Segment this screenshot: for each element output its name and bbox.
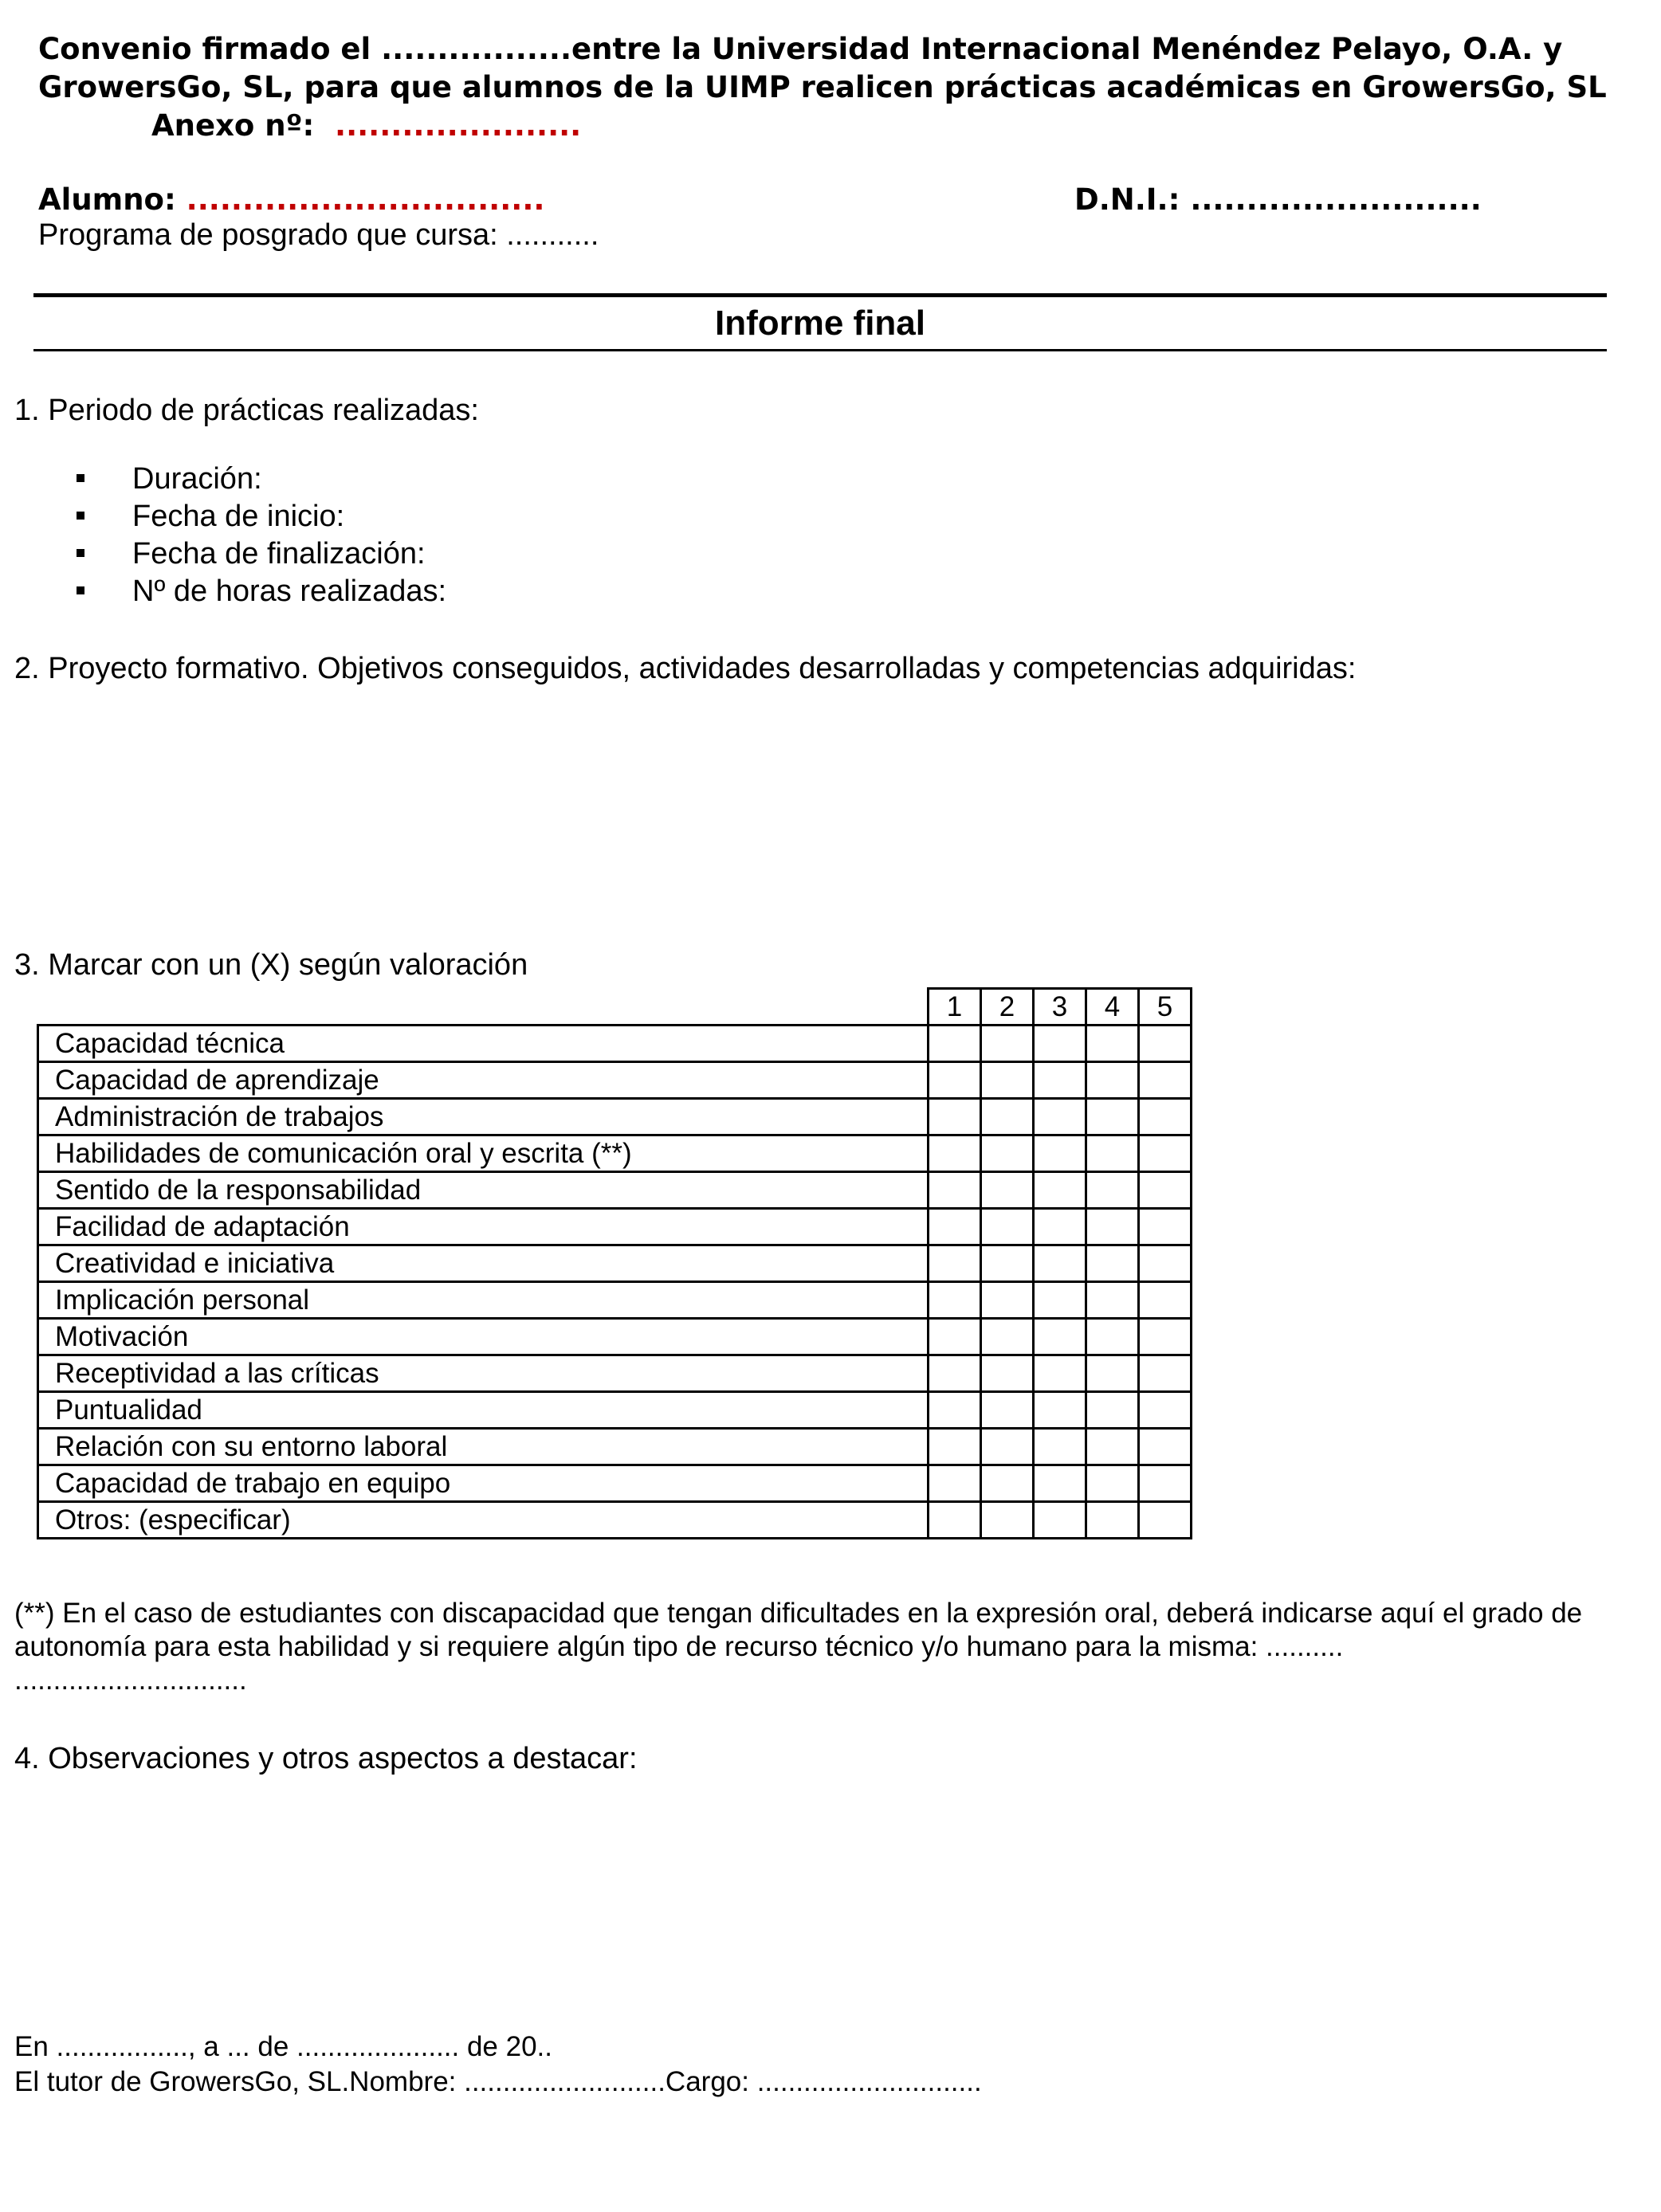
agreement-line-2: GrowersGo, SL, para que alumnos de la UIMP realicen prácticas académicas en GrowersGo, SL [38,70,1607,104]
table-row [38,1209,1192,1245]
criterion-label: Creatividad e iniciativa [38,1245,929,1282]
criterion-label: Administración de trabajos [38,1099,929,1135]
rating-checkbox-3[interactable] [1034,1135,1086,1172]
page-title: Informe final [714,304,926,343]
list-item: Fecha de finalización: [77,535,446,573]
student-label: Alumno: [38,182,176,217]
rating-checkbox-2[interactable] [981,1282,1034,1319]
annex-number-blank[interactable]: ...................... [335,108,582,143]
annex-line [151,107,581,145]
table-row [38,1429,1192,1465]
rating-checkbox-2[interactable] [981,1319,1034,1355]
bullet-icon [77,549,84,557]
rating-checkbox-5[interactable] [1139,1026,1192,1062]
criterion-label: Otros: (especificar) [38,1502,929,1539]
criterion-label: Puntualidad [38,1392,929,1429]
dni-line [1074,181,1482,219]
rating-checkbox-4[interactable] [1086,1355,1139,1392]
table-row [38,1026,1192,1062]
table-row [38,1392,1192,1429]
criterion-label: Sentido de la responsabilidad [38,1172,929,1209]
rating-checkbox-2[interactable] [981,1026,1034,1062]
rating-checkbox-2[interactable] [981,1062,1034,1099]
rating-checkbox-5[interactable] [1139,1135,1192,1172]
table-row [38,1135,1192,1172]
table-row [38,1502,1192,1539]
rating-checkbox-4[interactable] [1086,1319,1139,1355]
rating-checkbox-1[interactable] [929,1429,981,1465]
section-3-heading: 3. Marcar con un (X) según valoración [14,948,528,982]
rating-table [37,987,1192,1539]
rating-checkbox-3[interactable] [1034,1355,1086,1392]
rating-checkbox-5[interactable] [1139,1502,1192,1539]
table-row [38,1099,1192,1135]
criterion-label: Capacidad de aprendizaje [38,1062,929,1099]
rating-checkbox-3[interactable] [1034,1209,1086,1245]
rating-checkbox-2[interactable] [981,1135,1034,1172]
rating-checkbox-4[interactable] [1086,1245,1139,1282]
rating-checkbox-4[interactable] [1086,1429,1139,1465]
title-bottom-rule [33,349,1607,351]
rating-checkbox-5[interactable] [1139,1062,1192,1099]
rating-checkbox-5[interactable] [1139,1282,1192,1319]
rating-checkbox-3[interactable] [1034,1282,1086,1319]
rating-checkbox-2[interactable] [981,1429,1034,1465]
section-2-heading: 2. Proyecto formativo. Objetivos conseguidos, actividades desarrolladas y competencias adquiridas: [14,652,1357,685]
section-1-heading: 1. Periodo de prácticas realizadas: [14,394,479,427]
bullet-icon [77,512,84,520]
scale-2: 2 [981,989,1034,1026]
rating-checkbox-4[interactable] [1086,1026,1139,1062]
rating-checkbox-5[interactable] [1139,1355,1192,1392]
table-row [38,1245,1192,1282]
rating-checkbox-1[interactable] [929,1355,981,1392]
bullet-icon [77,474,84,482]
rating-checkbox-5[interactable] [1139,1319,1192,1355]
rating-checkbox-3[interactable] [1034,1429,1086,1465]
rating-checkbox-4[interactable] [1086,1465,1139,1502]
rating-checkbox-4[interactable] [1086,1282,1139,1319]
dni-blank[interactable]: .......................... [1190,182,1482,217]
rating-checkbox-5[interactable] [1139,1172,1192,1209]
list-item: Duración: [77,461,446,498]
rating-checkbox-5[interactable] [1139,1099,1192,1135]
rating-checkbox-3[interactable] [1034,1392,1086,1429]
section-4-heading: 4. Observaciones y otros aspectos a destacar: [14,1742,638,1775]
table-row [38,1355,1192,1392]
table-row [38,1282,1192,1319]
table-row [38,1319,1192,1355]
scale-3: 3 [1034,989,1086,1026]
program-label: Programa de posgrado que cursa: [38,218,498,252]
criterion-label: Receptividad a las críticas [38,1355,929,1392]
rating-checkbox-4[interactable] [1086,1502,1139,1539]
agreement-date-blank[interactable]: ................. [381,32,572,66]
bullet-icon [77,586,84,594]
criterion-label: Implicación personal [38,1282,929,1319]
rating-checkbox-2[interactable] [981,1172,1034,1209]
rating-checkbox-4[interactable] [1086,1172,1139,1209]
dni-label: D.N.I.: [1074,182,1180,217]
rating-checkbox-1[interactable] [929,1319,981,1355]
rating-checkbox-5[interactable] [1139,1245,1192,1282]
agreement-prefix: Convenio firmado el [38,32,382,66]
rating-checkbox-3[interactable] [1034,1245,1086,1282]
criterion-label: Facilidad de adaptación [38,1209,929,1245]
rating-checkbox-4[interactable] [1086,1135,1139,1172]
list-item: Fecha de inicio: [77,498,446,535]
rating-checkbox-3[interactable] [1034,1172,1086,1209]
list-item: Nº de horas realizadas: [77,573,446,610]
scale-5: 5 [1139,989,1192,1026]
criterion-label: Capacidad de trabajo en equipo [38,1465,929,1502]
rating-scale-header [38,989,1192,1026]
rating-checkbox-4[interactable] [1086,1062,1139,1099]
rating-checkbox-5[interactable] [1139,1465,1192,1502]
rating-checkbox-2[interactable] [981,1209,1034,1245]
student-name-blank[interactable]: ................................ [186,182,545,217]
period-list [77,461,446,610]
agreement-line-1 [38,30,1562,69]
table-row [38,1172,1192,1209]
rating-checkbox-1[interactable] [929,1502,981,1539]
program-line [38,217,599,253]
rating-checkbox-3[interactable] [1034,1465,1086,1502]
table-row [38,1465,1192,1502]
scale-1: 1 [929,989,981,1026]
rating-checkbox-1[interactable] [929,1135,981,1172]
scale-4: 4 [1086,989,1139,1026]
tutor-signature-line[interactable]: El tutor de GrowersGo, SL.Nombre: ..........................Cargo: ............................. [14,2066,982,2097]
disability-note-line-3[interactable]: .............................. [14,1665,247,1696]
rating-checkbox-3[interactable] [1034,1062,1086,1099]
rating-checkbox-2[interactable] [981,1355,1034,1392]
disability-note-line-1: (**) En el caso de estudiantes con discapacidad que tengan dificultades en la expresión oral, deberá indicarse aquí el grado de [14,1598,1583,1629]
rating-checkbox-4[interactable] [1086,1099,1139,1135]
program-blank[interactable]: ........... [506,218,599,252]
rating-checkbox-1[interactable] [929,1026,981,1062]
rating-checkbox-1[interactable] [929,1172,981,1209]
disability-note-line-2: autonomía para esta habilidad y si requiere algún tipo de recurso técnico y/o humano para la misma: .......... [14,1631,1344,1662]
rating-checkbox-2[interactable] [981,1099,1034,1135]
rating-checkbox-1[interactable] [929,1282,981,1319]
rating-checkbox-2[interactable] [981,1502,1034,1539]
criterion-label: Motivación [38,1319,929,1355]
table-row [38,1062,1192,1099]
rating-checkbox-1[interactable] [929,1099,981,1135]
rating-checkbox-5[interactable] [1139,1209,1192,1245]
rating-checkbox-3[interactable] [1034,1502,1086,1539]
rating-checkbox-3[interactable] [1034,1026,1086,1062]
rating-checkbox-5[interactable] [1139,1392,1192,1429]
rating-checkbox-4[interactable] [1086,1209,1139,1245]
criterion-label: Relación con su entorno laboral [38,1429,929,1465]
rating-checkbox-3[interactable] [1034,1099,1086,1135]
rating-checkbox-1[interactable] [929,1209,981,1245]
annex-label: Anexo nº: [151,108,315,143]
rating-checkbox-1[interactable] [929,1465,981,1502]
rating-checkbox-2[interactable] [981,1465,1034,1502]
date-place-line[interactable]: En ................., a ... de ..................... de 20.. [14,2031,552,2062]
rating-checkbox-1[interactable] [929,1245,981,1282]
rating-checkbox-2[interactable] [981,1245,1034,1282]
rating-checkbox-2[interactable] [981,1392,1034,1429]
criterion-label: Capacidad técnica [38,1026,929,1062]
criterion-label: Habilidades de comunicación oral y escrita (**) [38,1135,929,1172]
rating-checkbox-4[interactable] [1086,1392,1139,1429]
rating-checkbox-3[interactable] [1034,1319,1086,1355]
rating-checkbox-1[interactable] [929,1062,981,1099]
agreement-suffix: entre la Universidad Internacional Menéndez Pelayo, O.A. y [571,32,1563,66]
rating-checkbox-5[interactable] [1139,1429,1192,1465]
title-top-rule [33,293,1607,297]
student-line [38,181,544,219]
rating-checkbox-1[interactable] [929,1392,981,1429]
